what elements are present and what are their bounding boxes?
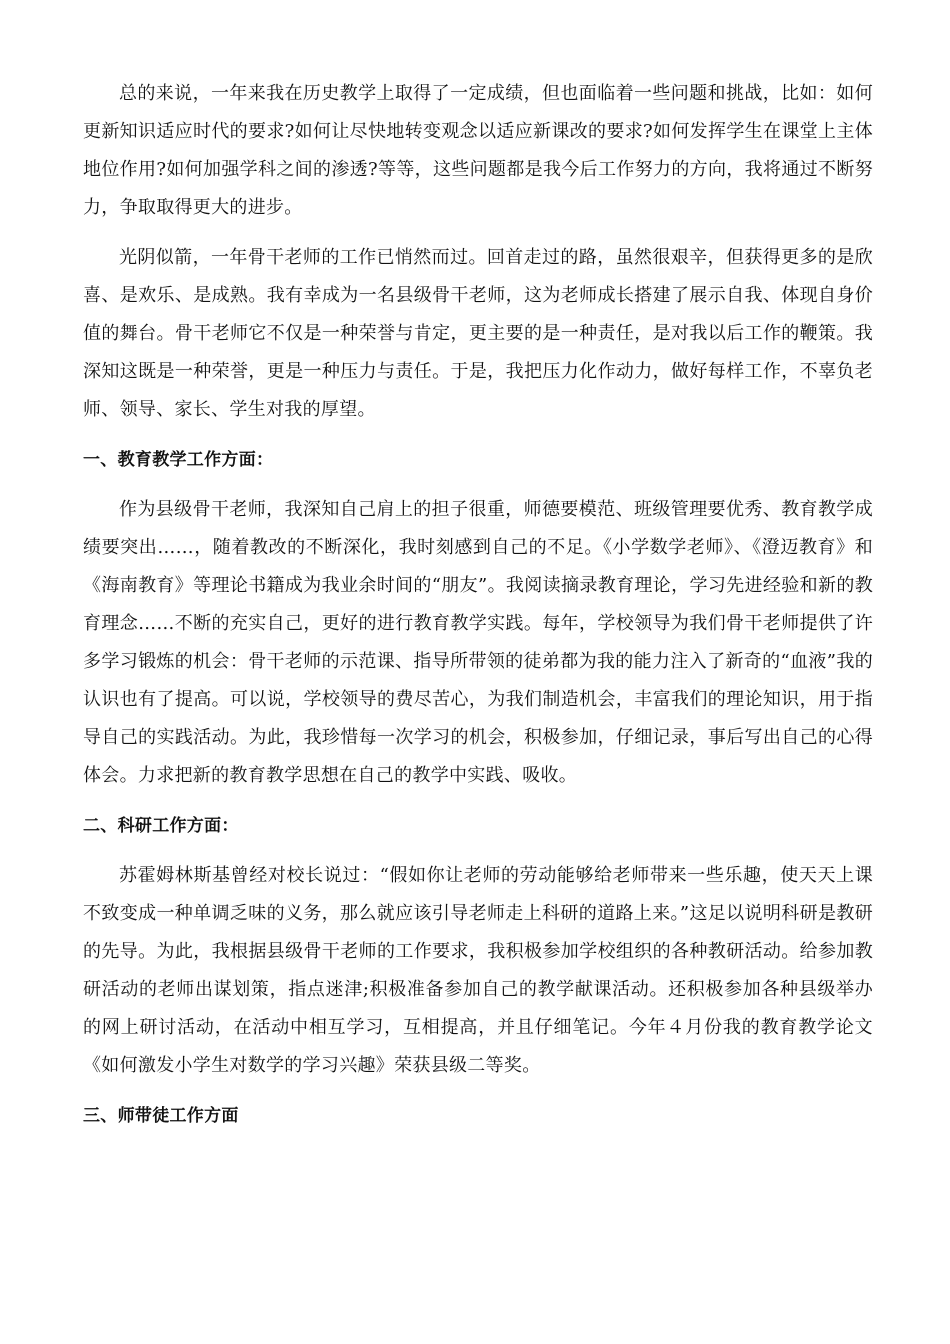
document-page [83,75,873,1147]
heading-mentoring-work: 三、师带徒工作方面 [83,1106,239,1126]
heading-teaching-work: 一、教育教学工作方面： [83,450,274,470]
paragraph-summary: 总的来说，一年来我在历史教学上取得了一定成绩，但也面临着一些问题和挑战，比如：如何更新知识适应时代的要求?如何让尽快地转变观念以适应新课改的要求?如何发挥学生在课堂上主体地位作用?如何加强学科之间的渗透?等等，这些问题都是我今后工作努力的方向，我将通过不断努力，争取取得更大的进步。 [83,83,873,218]
heading-research-work: 二、科研工作方面： [83,816,239,836]
paragraph-research-work: 苏霍姆林斯基曾经对校长说过：“假如你让老师的劳动能够给老师带来一些乐趣，使天天上课不致变成一种单调乏味的义务，那么就应该引导老师走上科研的道路上来。”这足以说明科研是教研的先导。为此，我根据县级骨干老师的工作要求，我积极参加学校组织的各种教研活动。给参加教研活动的老师出谋划策，指点迷津;积极准备参加自己的教学献课活动。还积极参加各种县级举办的网上研讨活动，在活动中相互学习，互相提高，并且仔细笔记。今年４月份我的教育教学论文《如何激发小学生对数学的学习兴趣》荣获县级二等奖。 [83,865,873,1076]
paragraph-teaching-work: 作为县级骨干老师，我深知自己肩上的担子很重，师德要模范、班级管理要优秀、教育教学成绩要突出……，随着教改的不断深化，我时刻感到自己的不足。《小学数学老师》、《澄迈教育》和《海南教育》等理论书籍成为我业余时间的“朋友”。我阅读摘录教育理论，学习先进经验和新的教育理念……不断的充实自己，更好的进行教育教学实践。每年，学校领导为我们骨干老师提供了许多学习锻炼的机会：骨干老师的示范课、指导所带领的徒弟都为我的能力注入了新奇的“血液”我的认识也有了提高。可以说，学校领导的费尽苦心，为我们制造机会，丰富我们的理论知识，用于指导自己的实践活动。为此，我珍惜每一次学习的机会，积极参加，仔细记录，事后写出自己的心得体会。力求把新的教育教学思想在自己的教学中实践、吸收。 [83,499,873,786]
paragraph-introduction: 光阴似箭，一年骨干老师的工作已悄然而过。回首走过的路，虽然很艰辛，但获得更多的是欣喜、是欢乐、是成熟。我有幸成为一名县级骨干老师，这为老师成长搭建了展示自我、体现自身价值的舞台。骨干老师它不仅是一种荣誉与肯定，更主要的是一种责任，是对我以后工作的鞭策。我深知这既是一种荣誉，更是一种压力与责任。于是，我把压力化作动力，做好每样工作，不辜负老师、领导、家长、学生对我的厚望。 [83,247,873,420]
